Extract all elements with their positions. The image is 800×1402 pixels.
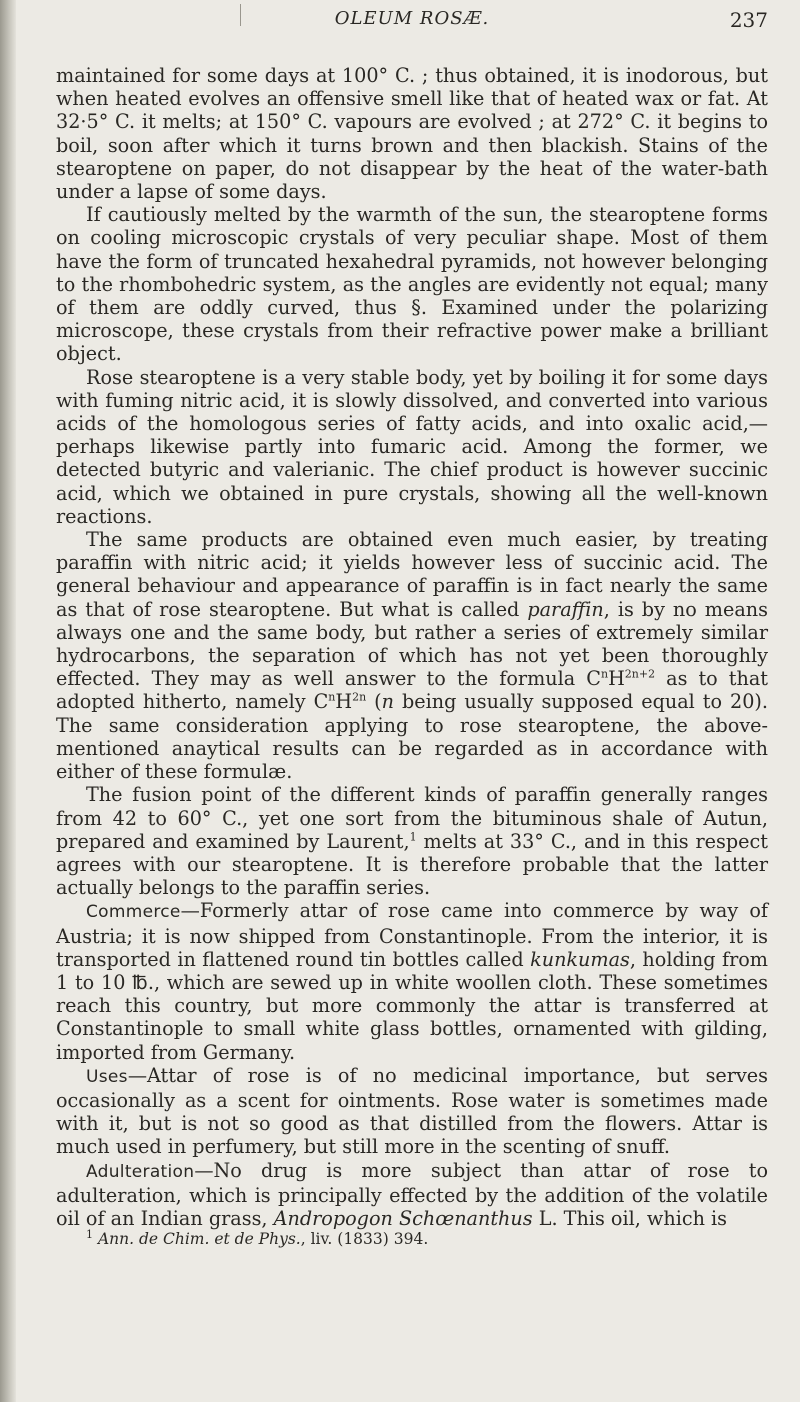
paragraph-adulteration [56, 1159, 768, 1231]
paragraph-2: If cautiously melted by the warmth of the sun, the stearoptene forms on cooling microscopic crystals of very peculiar shape. Most of them have the form of truncated hexahedral pyramids, not however belonging to the rhombohedric system, as the angles are evidently not equal; many of them are oddly curved, thus §. Examined under the polarizing microscope, these crystals from their refractive power make a brilliant object. [56, 203, 768, 366]
text-run: , is by no means always one and the same body, but rather a series of extremely similar hydrocarbons, the separation of which has not yet been thoroughly effected. They may as well answer to the formula C [56, 597, 768, 691]
text-run: being usually supposed equal to 20). The same consideration applying to rose stearoptene, the above-mentioned anaytical results can be regarded as in accordance with either of these formulæ. [56, 690, 768, 784]
page-body [56, 64, 768, 1249]
superscript: n [328, 691, 336, 705]
text-run: —No drug is more subject than attar of rose to adulteration, which is principally effected by the addition of the volatile oil of an Indian grass, [56, 1158, 768, 1230]
superscript: n [600, 667, 609, 681]
book-binding-edge [0, 0, 16, 1402]
text-run: The same products are obtained even much easier, by treating paraffin with nitric acid; it yields however less of succinic acid. The general behaviour and appearance of paraffin is in fact nearly the same as that of rose stearoptene. But what is called [56, 528, 768, 621]
footnote [56, 1230, 768, 1249]
section-lead: Uses [86, 1066, 128, 1087]
superscript: 2n [352, 691, 367, 705]
footnote-reference: 1 [409, 830, 417, 844]
text-run: L. This oil, which is [532, 1206, 728, 1230]
text-run: —Attar of rose is of no medicinal importance, but serves occasionally as a scent for ointments. Rose water is sometimes made with it, but is not so good as that distilled from the flowers. Attar is much used in perfumery, but still more in the scenting of snuff. [56, 1063, 768, 1159]
italic-term: paraffin [527, 597, 604, 621]
paragraph-uses [56, 1064, 768, 1159]
section-lead: Commerce [86, 902, 181, 923]
paragraph-4 [56, 528, 768, 783]
text-run: melts at 33° C., and in this respect agrees with our stearoptene. It is therefore probable that the latter actually belongs to the paraffin series. [56, 829, 768, 900]
paragraph-5 [56, 783, 768, 899]
footnote-source: Ann. de Chim. et de Phys. [97, 1230, 301, 1249]
footnote-mark: 1 [86, 1228, 93, 1241]
text-run: H [335, 690, 353, 714]
superscript: 2n+2 [624, 667, 656, 681]
page-number: 237 [729, 8, 768, 32]
text-run: ( [366, 690, 382, 714]
text-run: —Formerly attar of rose came into commerce by way of Austria; it is now shipped from Constantinople. From the interior, it is transported in flattened round tin bottles called [56, 899, 768, 971]
text-run: , holding from 1 to 10 ℔., which are sewed up in white woollen cloth. These sometimes reach this country, but more commonly the attar is transferred at Constantinople to small white glass bottles, ornamented with gilding, imported from Germany. [56, 947, 768, 1064]
text-run: The fusion point of the different kinds of paraffin generally ranges from 42 to 60° C., yet one sort from the bituminous shale of Autun, prepared and examined by Laurent, [56, 783, 768, 853]
section-lead: Adulteration [86, 1161, 195, 1182]
running-head [56, 0, 768, 44]
text-run: H [608, 667, 625, 691]
paragraph-commerce [56, 899, 768, 1063]
italic-term: Andropogon Schœnanthus [273, 1206, 533, 1230]
paragraph-1: maintained for some days at 100° C. ; thus obtained, it is inodorous, but when heated evolves an offensive smell like that of heated wax or fat. At 32·5° C. it melts; at 150° C. vapours are evolved ; at 272° C. it begins to boil, soon after which it turns brown and then blackish. Stains of the stearoptene on paper, do not disappear by the heat of the water-bath under a lapse of some days. [56, 64, 768, 204]
footnote-citation: , liv. (1833) 394. [300, 1230, 429, 1249]
paragraph-3: Rose stearoptene is a very stable body, yet by boiling it for some days with fuming nitric acid, it is slowly dissolved, and converted into various acids of the homologous series of fatty acids, and into oxalic acid,—perhaps likewise partly into fumaric acid. Among the former, we detected butyric and valerianic. The chief product is however succinic acid, which we obtained in pure crystals, showing all the well-known reactions. [56, 365, 768, 528]
italic-term: n [381, 690, 395, 714]
italic-term: kunkumas [530, 947, 630, 971]
running-title: OLEUM ROSÆ. [334, 8, 490, 29]
text-run: as to that adopted hitherto, namely C [56, 667, 768, 714]
